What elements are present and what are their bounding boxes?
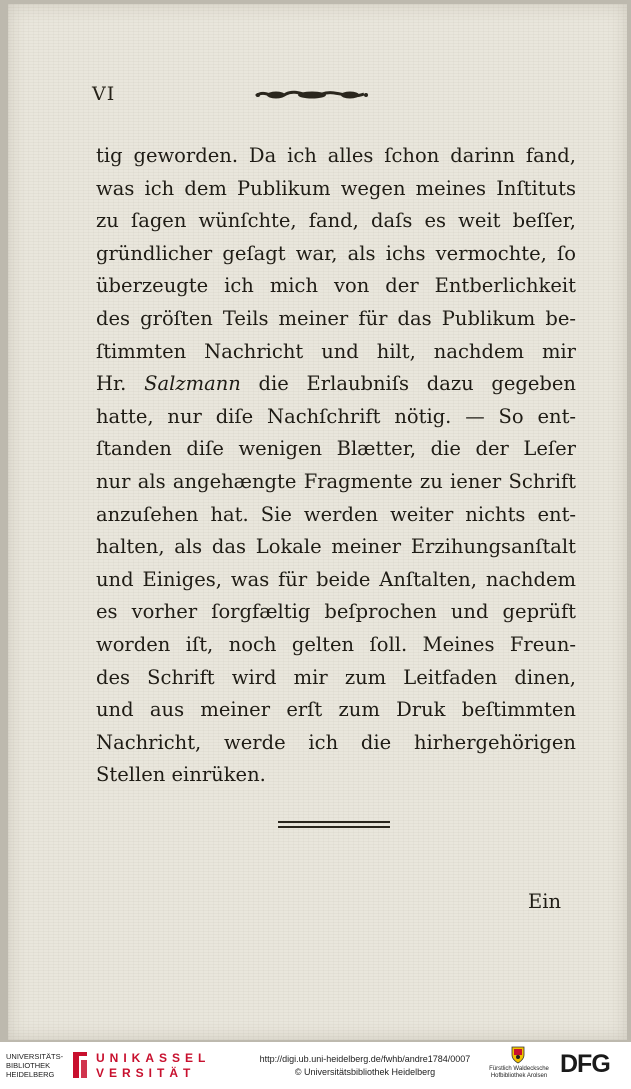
text-line: und aus meiner erſt zum Druk beſtimmten [96,698,576,722]
book-page [8,4,627,1040]
body-text [96,140,576,792]
kassel-emblem-icon [70,1050,90,1080]
text-line: nur als angehængte Fragmente zu iener Schrift [96,469,576,493]
text-line: worden iſt, noch gelten ſoll. Meines Freun- [96,632,576,656]
coat-of-arms-icon [510,1045,526,1065]
uni-heidelberg-line: HEIDELBERG [6,1070,55,1079]
text-line: anzuſehen hat. Sie werden weiter nichts ent- [96,502,576,526]
text-line: des gröſten Teils meiner für das Publikum be- [96,306,576,330]
kassel-line: VERSITÄT [96,1066,196,1080]
text-line: tig geworden. Da ich alles ſchon darinn fand, [96,144,576,167]
text-line: Nachricht, werde ich die hirhergehörigen [96,730,576,754]
double-rule-top [278,821,390,823]
text-line: und Einiges, was für beide Anſtalten, nachdem [96,567,576,591]
text-line: was ich dem Publikum wegen meines Inſtituts [96,176,576,200]
dfg-logo[interactable]: DFG [560,1050,610,1078]
text-line-last: Stellen einrüken. [96,763,266,787]
uni-heidelberg-line: BIBLIOTHEK [6,1061,51,1070]
line-rest: die Erlaubniſs dazu gegeben [240,372,576,396]
uni-heidelberg-logo[interactable] [6,1052,66,1079]
page-number: VI [92,83,116,105]
text-line: überzeugte ich mich von der Entberlichkeit [96,274,576,298]
text-line-salzmann [96,368,576,401]
person-name: Salzmann [144,372,241,396]
double-rule-bottom [278,826,390,828]
text-line: zu ſagen wünſchte, fand, daſs es weit beſſer, [96,209,576,233]
hofbib-line: Fürstlich Waldecksche [489,1066,549,1072]
copyright-notice: © Universitätsbibliothek Heidelberg [294,1067,436,1077]
text-line: halten, als das Lokale meiner Erzihungsanſtalt [96,535,576,559]
text-line: hatte, nur diſe Nachſchrift nötig. — So ent- [96,404,576,428]
text-line: ſtimmten Nachricht und hilt, nachdem mir [96,339,576,363]
title-abbrev: Hr. [96,372,145,396]
footer-bar [0,1042,631,1089]
ornament-icon [252,82,372,106]
catchword: Ein [527,890,561,913]
kassel-line: UNIKASSEL [96,1051,211,1065]
source-info [240,1053,490,1079]
hofbibliothek-arolsen-logo[interactable] [484,1066,554,1080]
text-line: des Schrift wird mir zum Leitfaden dinen, [96,665,576,689]
uni-heidelberg-line: UNIVERSITÄTS- [6,1052,64,1061]
text-line: es vorher ſorgfæltig beſprochen und geprüft [96,600,576,624]
hofbib-line: Hofbibliothek Arolsen [490,1073,548,1079]
uni-kassel-logo[interactable] [96,1051,210,1081]
text-line: ſtanden diſe wenigen Blætter, die der Leſer [96,437,576,461]
text-line: gründlicher geſagt war, als ichs vermochte, ſo [96,241,576,265]
permalink[interactable]: http://digi.ub.uni-heidelberg.de/fwhb/andre1784/0007 [259,1054,471,1064]
